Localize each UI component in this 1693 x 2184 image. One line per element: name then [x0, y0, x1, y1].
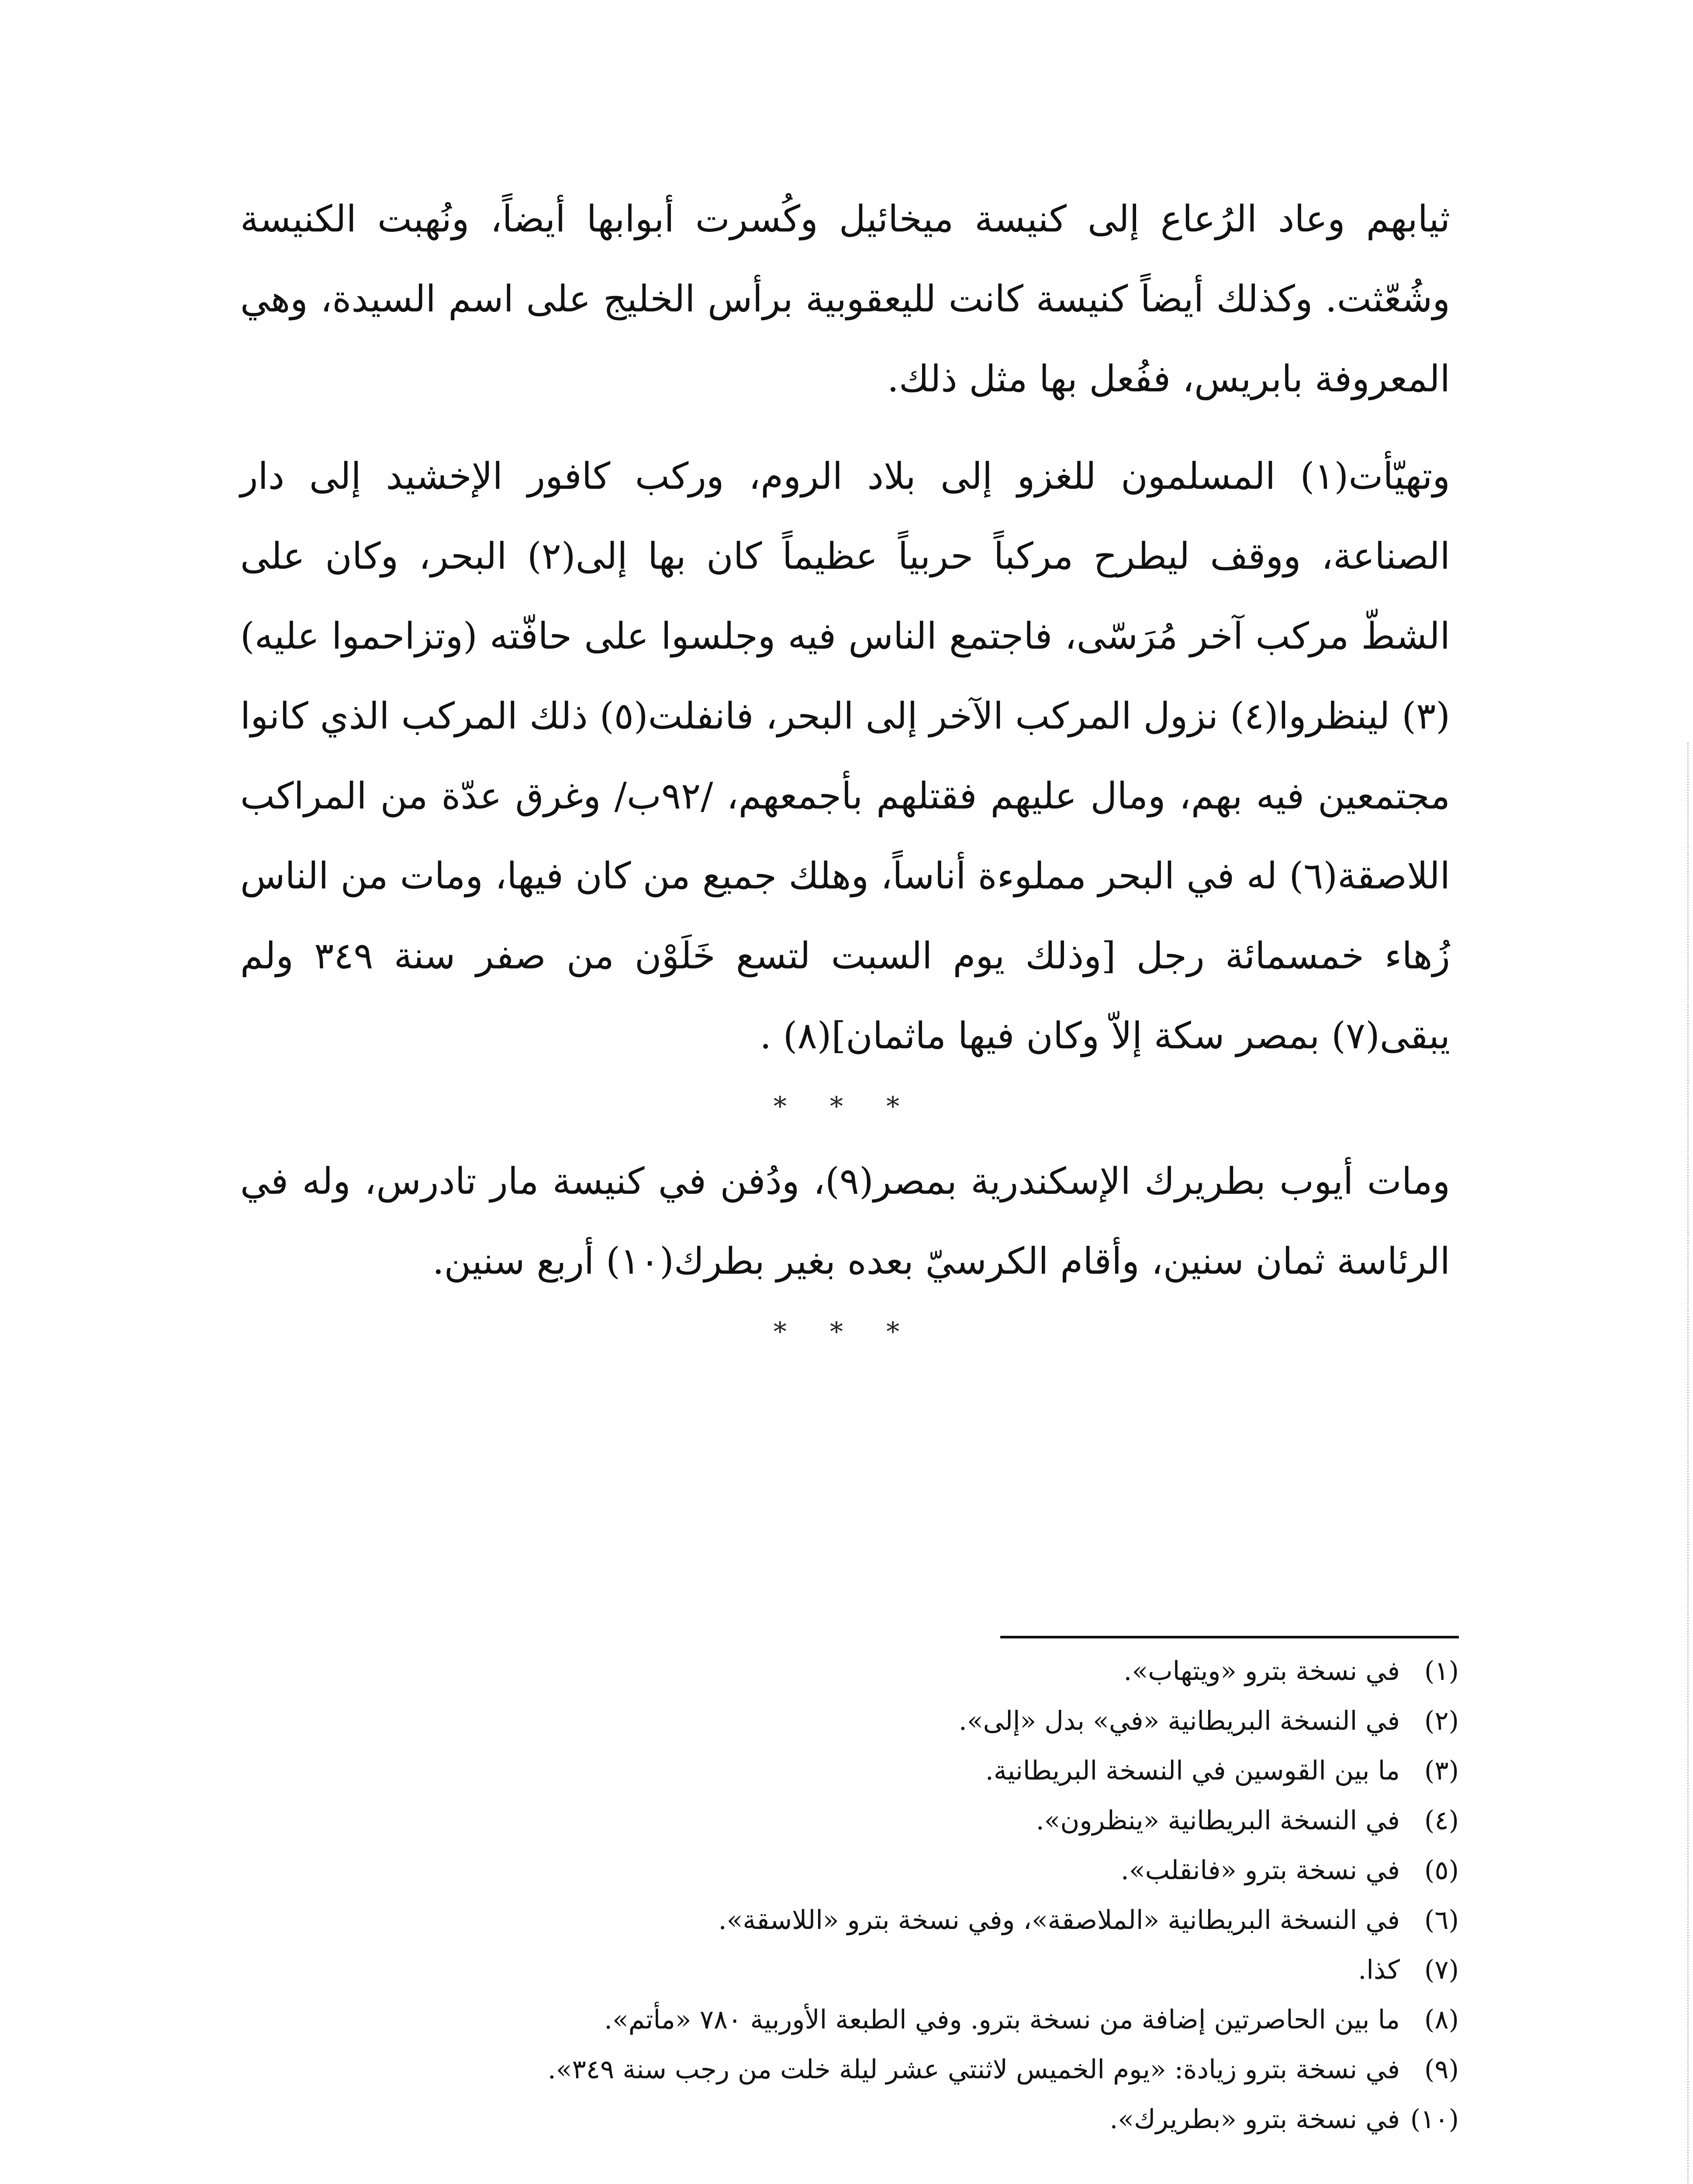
- footnote-item: [345, 1995, 1459, 2045]
- footnote-number: (٦): [1424, 1905, 1459, 1935]
- footnote-item: [345, 1895, 1459, 1945]
- footnote-number: (٧): [1424, 1955, 1459, 1985]
- paragraph-1: ثيابهم وعاد الرُعاع إلى كنيسة ميخائيل وكُسرت أبوابها أيضاً، ونُهبت الكنيسة وشُعّثت. وكذلك أيضاً كنيسة كانت لليعقوبية برأس الخليج على اسم السيدة، وهي المعروفة بابريس، ففُعل بها مثل ذلك.: [240, 197, 1450, 400]
- footnote-number: (١): [1424, 1656, 1459, 1686]
- footnote-number: (٣): [1424, 1755, 1459, 1786]
- footnote-item: [345, 2045, 1459, 2094]
- footnote-item: [345, 1845, 1459, 1895]
- main-text: [240, 179, 1450, 1367]
- footnote-text: في النسخة البريطانية «ينظرون».: [1036, 1805, 1400, 1836]
- footnote-number: (٩): [1424, 2054, 1459, 2085]
- footnote-item: [345, 1646, 1459, 1696]
- footnote-text: ما بين الحاصرتين إضافة من نسخة بترو. وفي الطبعة الأوربية ٧٨٠ «مأتم».: [604, 2004, 1400, 2035]
- footnote-number: (٢): [1424, 1706, 1459, 1736]
- footnote-number: (٨): [1424, 2004, 1459, 2035]
- paragraph-3: ومات أيوب بطريرك الإسكندرية بمصر(٩)، ودُفن في كنيسة مار تادرس، وله في الرئاسة ثمان سنين، وأقام الكرسيّ بعده بغير بطرك(١٠) أربع سنين.: [240, 1160, 1451, 1282]
- paragraph-2: وتهيّأت(١) المسلمون للغزو إلى بلاد الروم، وركب كافور الإخشيد إلى دار الصناعة، ووقف ليطرح مركباً حربياً عظيماً كان بها إلى(٢) البحر، وكان على الشطّ مركب آخر مُرَسّى، فاجتمع الناس فيه وجلسوا على حافّته (وتزاحموا عليه)(٣) لينظروا(٤) نزول المركب الآخر إلى البحر، فانفلت(٥) ذلك المركب الذي كانوا مجتمعين فيه بهم، ومال عليهم فقتلهم بأجمعهم، /٩٢ب/ وغرق عدّة من المراكب اللاصقة(٦) له في البحر مملوءة أناساً، وهلك جميع من كان فيها، ومات من الناس زُهاء خمسمائة رجل [وذلك يوم السبت لتسع خَلَوْن من صفر سنة ٣٤٩ ولم يبقى(٧) بمصر سكة إلاّ وكان فيها ماثمان](٨) .: [240, 455, 1450, 1057]
- section-separator-2: * * *: [773, 1317, 917, 1347]
- footnote-item: [345, 1796, 1459, 1845]
- footnote-text: كذا.: [1358, 1955, 1400, 1985]
- footnote-text: في نسخة بترو «ويتهاب».: [1123, 1656, 1400, 1686]
- footnote-text: في النسخة البريطانية «في» بدل «إلى».: [958, 1706, 1400, 1736]
- section-separator-1: * * *: [773, 1091, 917, 1122]
- footnote-item: [345, 1746, 1459, 1796]
- footnote-number: (٥): [1424, 1855, 1459, 1886]
- footnote-item: [345, 1696, 1459, 1746]
- footnote-list: [345, 1646, 1459, 2144]
- footnote-text: في النسخة البريطانية «الملاصقة»، وفي نسخة بترو «اللاسقة».: [718, 1905, 1400, 1935]
- footnote-text: في نسخة بترو «فانقلب».: [1120, 1855, 1400, 1886]
- footnote-text: ما بين القوسين في النسخة البريطانية.: [985, 1755, 1400, 1786]
- footnote-text: في نسخة بترو «بطريرك».: [1109, 2104, 1400, 2135]
- footnotes: [345, 1636, 1459, 2144]
- footnote-number: (١٠): [1410, 2104, 1459, 2135]
- scan-edge-marks: [1685, 743, 1689, 2184]
- footnote-text: في نسخة بترو زيادة: «يوم الخميس لاثنتي عشر ليلة خلت من رجب سنة ٣٤٩».: [547, 2054, 1400, 2085]
- footnote-item: [345, 2094, 1459, 2144]
- footnote-item: [345, 1945, 1459, 1995]
- footnote-number: (٤): [1424, 1805, 1459, 1836]
- footnote-rule: [1000, 1636, 1459, 1638]
